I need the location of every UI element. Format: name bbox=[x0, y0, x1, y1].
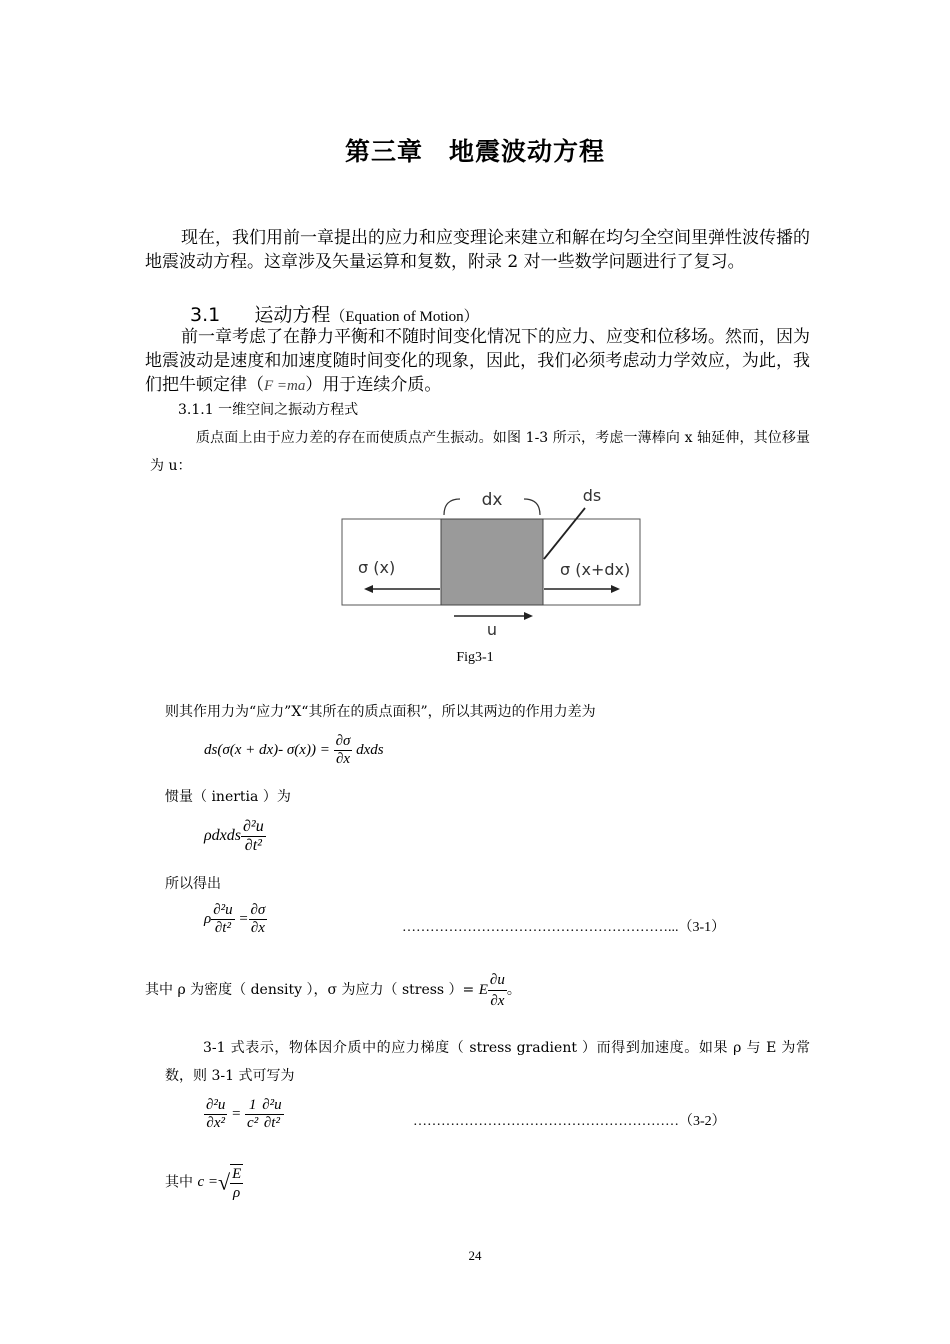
gradient-paragraph: 3-1 式表示，物体因介质中的应力梯度（ stress gradient ）而得到加速度。如果 ρ 与 E 为常数，则 3-1 式可写为 bbox=[165, 1040, 810, 1084]
label-ds: ds bbox=[582, 486, 602, 505]
section-number: 3.1 bbox=[190, 304, 221, 326]
inertia-text: 惯量（ inertia ）为 bbox=[165, 789, 291, 805]
eq32-num2: 1 bbox=[245, 1097, 260, 1115]
eq32-number: （3-2） bbox=[679, 1114, 726, 1129]
section-heading bbox=[190, 300, 479, 327]
eq32-fraction-2 bbox=[245, 1097, 260, 1132]
c-denominator: ρ bbox=[233, 1185, 241, 1201]
force-denominator: ∂x bbox=[335, 751, 351, 767]
section-title: 运动方程 bbox=[254, 304, 331, 326]
force-equation-lhs: ds(σ(x + dx)- σ(x)) = bbox=[204, 741, 330, 758]
stress-numerator: ∂u bbox=[488, 970, 507, 991]
section-paragraph bbox=[145, 325, 810, 398]
eq31-num1: ∂²u bbox=[213, 902, 233, 918]
subsection-paragraph: 质点面上由于应力差的存在而使质点产生振动。如图 1-3 所示，考虑一薄棒向 x 轴延伸，其位移量为 u： bbox=[150, 430, 810, 474]
eq31-den1: ∂t² bbox=[214, 920, 231, 936]
eq32-fraction-3 bbox=[260, 1097, 283, 1132]
force-numerator: ∂σ bbox=[335, 733, 351, 749]
inertia-equation bbox=[204, 818, 266, 855]
force-equation bbox=[204, 733, 384, 768]
eq31-rho: ρ bbox=[204, 910, 212, 927]
sqrt-sign: √ bbox=[217, 1170, 231, 1195]
element-block bbox=[441, 519, 543, 605]
right-arrowhead bbox=[611, 585, 620, 593]
section-title-en: （Equation of Motion） bbox=[330, 309, 479, 325]
eq32-num1: ∂²u bbox=[206, 1097, 226, 1113]
stress-equation bbox=[478, 972, 507, 1009]
page-title: 第三章 地震波动方程 bbox=[344, 137, 605, 166]
eq32-fraction-1 bbox=[204, 1097, 227, 1132]
stress-lhs: E bbox=[478, 981, 488, 998]
intro-paragraph: 现在，我们用前一章提出的应力和应变理论来建立和解在均匀全空间里弹性波传播的地震波动方程。这章涉及矢量运算和复数，附录 2 对一些数学问题进行了复习。 bbox=[145, 228, 810, 272]
eq32-den2: c² bbox=[247, 1115, 259, 1131]
eq31-left-fraction bbox=[211, 902, 234, 937]
eq32-dots: ………………………………………………… bbox=[413, 1114, 679, 1129]
subsection-heading: 3.1.1 一维空间之振动方程式 bbox=[178, 402, 359, 418]
stress-end: 。 bbox=[506, 981, 521, 998]
eq31-number: （3-1） bbox=[678, 920, 726, 935]
inertia-numerator: ∂²u bbox=[243, 818, 264, 835]
displacement-arrowhead bbox=[524, 612, 533, 620]
stress-fraction bbox=[488, 970, 507, 1011]
section-paragraph-end: ）用于连续介质。 bbox=[305, 375, 442, 395]
where-text bbox=[145, 970, 521, 1011]
figure-caption: Fig3-1 bbox=[456, 650, 494, 665]
eq32-num3: ∂²u bbox=[262, 1097, 282, 1113]
c-fraction bbox=[230, 1164, 243, 1202]
force-equation-rhs: dxds bbox=[356, 741, 384, 758]
force-fraction bbox=[334, 733, 353, 768]
where-text-body: 其中 ρ 为密度（ density ），σ 为应力（ stress ）= bbox=[145, 981, 479, 998]
eq32-den1: ∂x² bbox=[206, 1115, 225, 1131]
inertia-denominator: ∂t² bbox=[244, 837, 262, 854]
eq31-den2: ∂x bbox=[250, 920, 265, 936]
eq32-den3: ∂t² bbox=[263, 1115, 280, 1131]
c-numerator: E bbox=[232, 1166, 242, 1182]
rod-figure bbox=[340, 485, 645, 640]
c-definition bbox=[165, 1164, 243, 1202]
eq31-dots: …………………………………………………... bbox=[402, 920, 679, 935]
c-equation bbox=[197, 1166, 243, 1201]
left-arrowhead bbox=[364, 585, 373, 593]
eq31-label bbox=[402, 916, 725, 936]
force-text: 则其作用力为“应力”X“其所在的质点面积”，所以其两边的作用力差为 bbox=[165, 704, 596, 720]
label-dx: dx bbox=[481, 490, 503, 510]
label-u: u bbox=[486, 620, 498, 639]
page-number: 24 bbox=[468, 1248, 482, 1263]
section-paragraph-text: 前一章考虑了在静力平衡和不随时间变化情况下的应力、应变和位移场。然而，因为地震波动是速度和加速度随时间变化的现象，因此，我们必须考虑动力学效应，为此，我们把牛顿定律（ bbox=[145, 327, 810, 395]
inertia-lhs: ρdxds bbox=[204, 827, 242, 845]
ds-pointer bbox=[544, 508, 585, 559]
equation-3-1 bbox=[204, 902, 267, 937]
eq32-label bbox=[413, 1110, 726, 1130]
label-sigma-x-dx: σ (x+dx) bbox=[560, 560, 631, 579]
label-sigma-x: σ (x) bbox=[358, 558, 396, 577]
c-text: 其中 bbox=[165, 1174, 193, 1191]
eq31-right-fraction bbox=[249, 902, 268, 937]
stress-denominator: ∂x bbox=[490, 993, 505, 1009]
eq31-equals: = bbox=[238, 910, 249, 927]
eq31-num2: ∂σ bbox=[250, 902, 266, 918]
c-lhs: c = bbox=[197, 1174, 218, 1191]
equation-3-2 bbox=[204, 1097, 284, 1132]
eq32-equals: = bbox=[231, 1105, 242, 1122]
inertia-fraction bbox=[241, 818, 266, 855]
result-text: 所以得出 bbox=[165, 876, 221, 892]
newton-law: F =ma bbox=[264, 378, 306, 394]
